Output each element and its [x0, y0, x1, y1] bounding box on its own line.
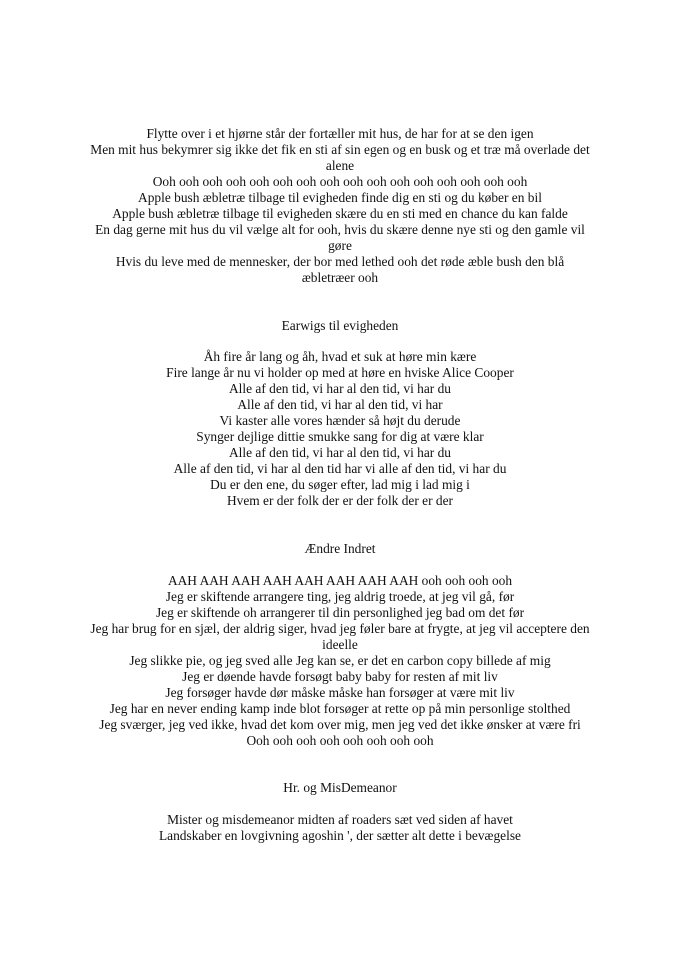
lyric-line: Synger dejlige dittie smukke sang for dig at være klar [196, 429, 484, 445]
lyric-line: AAH AAH AAH AAH AAH AAH AAH AAH ooh ooh ooh ooh [167, 572, 513, 588]
lyric-line: Alle af den tid, vi har al den tid, vi har du [229, 381, 451, 397]
lyric-line: Jeg slikke pie, og jeg sved alle Jeg kan se, er det en carbon copy billede af mig [129, 652, 551, 668]
lyrics-section-4 [90, 780, 590, 844]
lyric-line: Men mit hus bekymrer sig ikke det fik en sti af sin egen og en busk og et træ må overlade det alene [90, 141, 590, 173]
lyric-line: Åh fire år lang og åh, hvad et suk at høre min kære [203, 349, 477, 365]
lyric-line: Apple bush æbletræ tilbage til evigheden finde dig en sti og du køber en bil [138, 189, 542, 205]
lyric-line: Vi kaster alle vores hænder så højt du derude [219, 413, 461, 429]
lyric-line: Jeg forsøger havde dør måske måske han forsøger at være mit liv [165, 684, 515, 700]
lyrics-section-3 [90, 541, 590, 748]
lyric-line: Du er den ene, du søger efter, lad mig i lad mig i [210, 477, 470, 493]
song-title: Hr. og MisDemeanor [283, 780, 397, 796]
lyric-line: Ooh ooh ooh ooh ooh ooh ooh ooh ooh ooh ooh ooh ooh ooh ooh ooh [152, 173, 528, 189]
lyric-line: Landskaber en lovgivning agoshin ', der sætter alt dette i bevægelse [158, 828, 521, 844]
lyric-line: Hvis du leve med de mennesker, der bor med lethed ooh det røde æble bush den blå æbletræer ooh [115, 253, 565, 285]
lyric-line: Alle af den tid, vi har al den tid har vi alle af den tid, vi har du [173, 461, 507, 477]
lyric-line: Jeg er døende havde forsøgt baby baby for resten af mit liv [182, 668, 498, 684]
lyric-line: Jeg er skiftende arrangere ting, jeg aldrig troede, at jeg vil gå, før [165, 588, 515, 604]
lyric-line: Fire lange år nu vi holder op med at høre en hviske Alice Cooper [166, 365, 514, 381]
lyrics-section-1 [90, 126, 590, 286]
lyric-line: Alle af den tid, vi har al den tid, vi har [237, 397, 443, 413]
song-title: Earwigs til evigheden [281, 317, 399, 333]
lyric-line: Jeg har brug for en sjæl, der aldrig siger, hvad jeg føler bare at frygte, at jeg vil acceptere den ideelle [90, 620, 590, 652]
lyric-line: Jeg sværger, jeg ved ikke, hvad det kom over mig, men jeg ved det ikke ønsker at være fri [99, 716, 581, 732]
lyric-line: Jeg er skiftende oh arrangerer til din personlighed jeg bad om det før [155, 604, 525, 620]
lyric-line: Mister og misdemeanor midten af roaders sæt ved siden af havet [167, 812, 513, 828]
lyric-line: Hvem er der folk der er der folk der er der [226, 493, 454, 509]
lyric-line: Alle af den tid, vi har al den tid, vi har du [229, 445, 451, 461]
lyrics-content [90, 126, 590, 844]
lyric-line: Jeg har en never ending kamp inde blot forsøger at rette op på min personlige stolthed [109, 700, 571, 716]
song-title: Ændre Indret [304, 541, 376, 557]
lyric-line: En dag gerne mit hus du vil vælge alt for ooh, hvis du skære denne nye sti og den gamle vil gøre [95, 221, 585, 253]
lyric-line: Ooh ooh ooh ooh ooh ooh ooh ooh [246, 732, 434, 748]
lyrics-section-2 [90, 318, 590, 509]
lyric-line: Apple bush æbletræ tilbage til evigheden skære du en sti med en chance du kan falde [112, 205, 568, 221]
lyric-line: Flytte over i et hjørne står der fortæller mit hus, de har for at se den igen [146, 126, 534, 141]
